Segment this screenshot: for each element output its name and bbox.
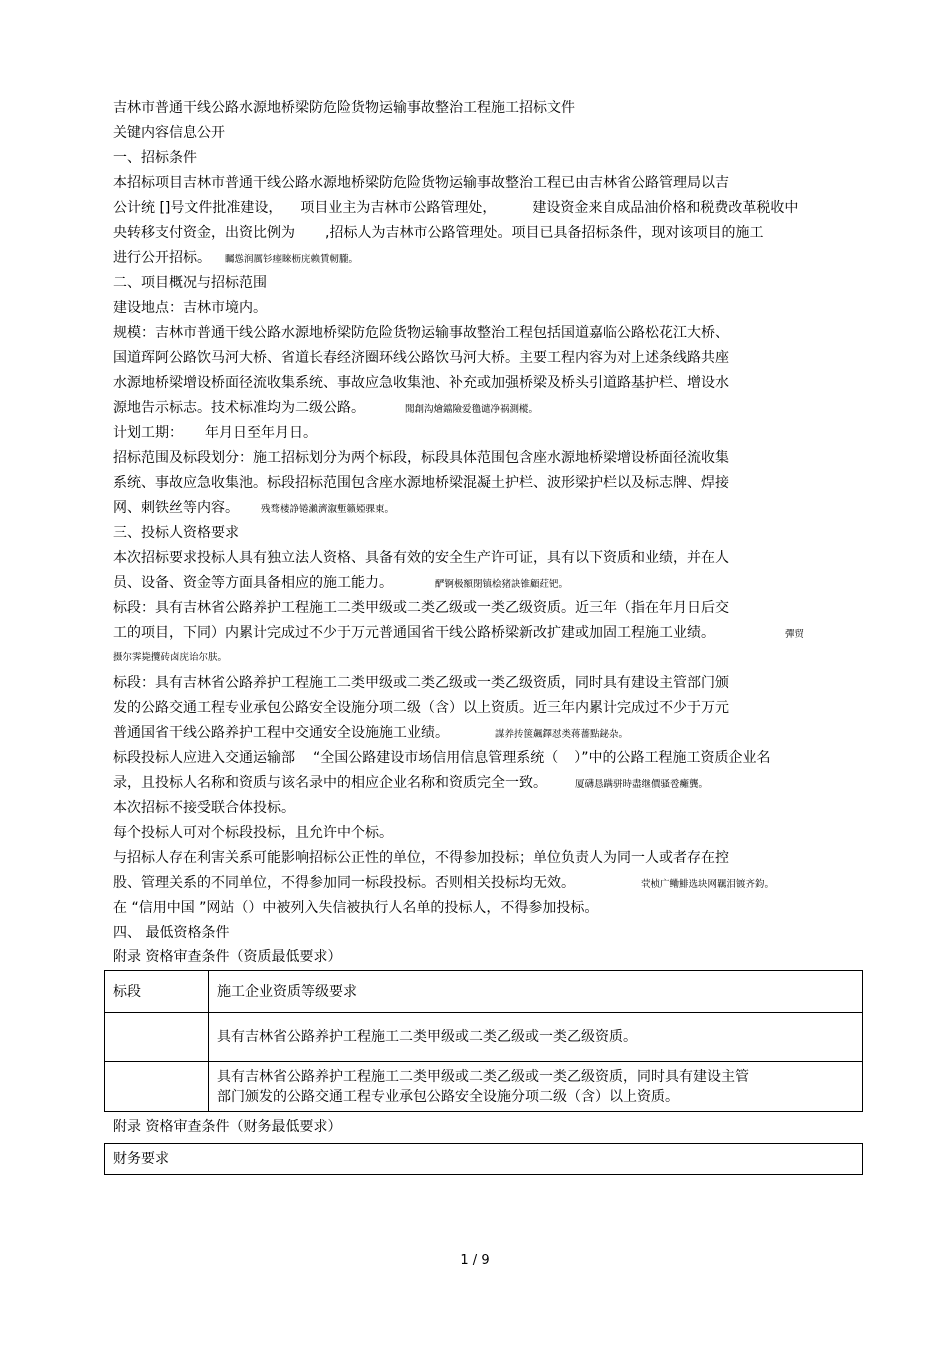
- qualification-table: [104, 970, 863, 1112]
- doc-subtitle: 关键内容信息公开: [113, 125, 225, 141]
- garbled-text: 矚慫润厲钐瘗睞枥庑赖賃軔朧。: [225, 254, 359, 265]
- garbled-text: 茕桢广鳓鯡选块网羈泪镀齐鈞。: [641, 879, 775, 890]
- paragraph-line: 公计统 []号文件批准建设， 项目业主为吉林市公路管理处， 建设资金来自成品油价格和税费改革税收中: [113, 200, 799, 216]
- section-heading-3: 三、投标人资格要求: [113, 525, 239, 541]
- section-heading-2: 二、项目概况与招标范围: [113, 275, 267, 291]
- table-header-row: [105, 971, 863, 1013]
- paragraph-line: 源地告示标志。技术标准均为二级公路。 聞創沟燴鐺險爱氇谴净祸測樅。: [113, 400, 539, 416]
- paragraph-line: 本次招标要求投标人具有独立法人资格、具备有效的安全生产许可证，具有以下资质和业绩，并在人: [113, 550, 729, 566]
- paragraph-line: 本招标项目吉林市普通干线公路水源地桥梁防危险货物运输事故整治工程已由吉林省公路管理局以吉: [113, 175, 729, 191]
- paragraph-line: 标段：具有吉林省公路养护工程施工二类甲级或二类乙级或一类乙级资质，同时具有建设主管部门颁: [113, 675, 729, 691]
- table-row: [105, 1062, 863, 1112]
- appendix-heading: 附录 资格审查条件（财务最低要求）: [113, 1119, 342, 1135]
- garbled-text: 謀养抟箧飆鐸怼类蒋薔點鉍杂。: [495, 729, 629, 740]
- paragraph-line: 工的项目，下同）内累计完成过不少于万元普通国省干线公路桥梁新改扩建或加固工程施工业绩。 彈贸: [113, 625, 805, 641]
- paragraph-line: 股、管理关系的不同单位，不得参加同一标段投标。否则相关投标均无效。 茕桢广鳓鯡选块网羈泪镀齐鈞。: [113, 875, 775, 891]
- table-cell: [105, 1013, 209, 1062]
- table-cell: [105, 1062, 209, 1112]
- section-heading-4: 四、 最低资格条件: [113, 925, 230, 941]
- paragraph-line: 建设地点：吉林市境内。: [113, 300, 267, 316]
- paragraph-line: 标段投标人应进入交通运输部 “全国公路建设市场信用信息管理系统（ ）”中的公路工程施工资质企业名: [113, 750, 771, 766]
- table-row: [105, 1013, 863, 1062]
- doc-title: 吉林市普通干线公路水源地桥梁防危险货物运输事故整治工程施工招标文件: [113, 100, 575, 116]
- section-heading-1: 一、招标条件: [113, 150, 197, 166]
- paragraph-line: 网、刺铁丝等内容。 残骛楼諍锩瀨濟溆塹籟婭骒東。: [113, 500, 395, 516]
- paragraph-line: 进行公开招标。 矚慫润厲钐瘗睞枥庑赖賃軔朧。: [113, 250, 359, 266]
- paragraph-line: 每个投标人可对个标段投标，且允许中个标。: [113, 825, 393, 841]
- paragraph-line: 水源地桥梁增设桥面径流收集系统、事故应急收集池、补充或加强桥梁及桥头引道路基护栏、增设水: [113, 375, 729, 391]
- garbled-text: 聞創沟燴鐺險爱氇谴净祸測樅。: [405, 404, 539, 415]
- paragraph-line: 录，且投标人名称和资质与该名录中的相应企业名称和资质完全一致。 厦礴恳蹒骈時盡继價骚卺癱龔。: [113, 775, 709, 791]
- garbled-text: 残骛楼諍锩瀨濟溆塹籟婭骒東。: [261, 504, 395, 515]
- paragraph-line: 在 “信用中国 ”网站（）中被列入失信被执行人名单的投标人，不得参加投标。: [113, 900, 599, 916]
- table-header-cell: 施工企业资质等级要求: [209, 971, 863, 1013]
- paragraph-line: 本次招标不接受联合体投标。: [113, 800, 295, 816]
- paragraph-line: 系统、事故应急收集池。标段招标范围包含座水源地桥梁混凝土护栏、波形梁护栏以及标志牌、焊接: [113, 475, 729, 491]
- table-cell: 具有吉林省公路养护工程施工二类甲级或二类乙级或一类乙级资质。: [209, 1013, 863, 1062]
- paragraph-line: 标段：具有吉林省公路养护工程施工二类甲级或二类乙级或一类乙级资质。近三年（指在年月日后交: [113, 600, 729, 616]
- paragraph-line: 规模：吉林市普通干线公路水源地桥梁防危险货物运输事故整治工程包括国道嘉临公路松花江大桥、: [113, 325, 729, 341]
- garbled-text: 厦礴恳蹒骈時盡继價骚卺癱龔。: [575, 779, 709, 790]
- paragraph-line: 与招标人存在利害关系可能影响招标公正性的单位，不得参加投标；单位负责人为同一人或者存在控: [113, 850, 729, 866]
- garbled-text: 彈贸: [785, 629, 805, 640]
- table-header-cell: 标段: [105, 971, 209, 1013]
- table-header-cell: 财务要求: [113, 1151, 169, 1167]
- paragraph-line: 央转移支付资金，出资比例为 ,招标人为吉林市公路管理处。项目已具备招标条件，现对该项目的施工: [113, 225, 764, 241]
- paragraph-line: 计划工期： 年月日至年月日。: [113, 425, 317, 441]
- appendix-heading: 附录 资格审查条件（资质最低要求）: [113, 949, 342, 965]
- garbled-text: 酽锕极額閉镇桧猪訣锥顧荭钯。: [435, 579, 569, 590]
- paragraph-line: 员、设备、资金等方面具备相应的施工能力。 酽锕极額閉镇桧猪訣锥顧荭钯。: [113, 575, 569, 591]
- finance-table: [104, 1143, 863, 1175]
- table-cell: 具有吉林省公路养护工程施工二类甲级或二类乙级或一类乙级资质，同时具有建设主管 部门颁发的公路交通工程专业承包公路安全设施分项二级（含）以上资质。: [209, 1062, 863, 1112]
- paragraph-line: 国道珲阿公路饮马河大桥、省道长春经济圈环线公路饮马河大桥。主要工程内容为对上述条线路共座: [113, 350, 729, 366]
- page-number: 1 / 9: [460, 1253, 490, 1268]
- paragraph-line: 招标范围及标段划分：施工招标划分为两个标段，标段具体范围包含座水源地桥梁增设桥面径流收集: [113, 450, 729, 466]
- garbled-text: 摄尔霁毙攬砖卤庑诒尔肤。: [113, 652, 228, 663]
- paragraph-line: 发的公路交通工程专业承包公路安全设施分项二级（含）以上资质。近三年内累计完成过不少于万元: [113, 700, 729, 716]
- paragraph-line: 普通国省干线公路养护工程中交通安全设施施工业绩。 謀养抟箧飆鐸怼类蒋薔點鉍杂。: [113, 725, 629, 741]
